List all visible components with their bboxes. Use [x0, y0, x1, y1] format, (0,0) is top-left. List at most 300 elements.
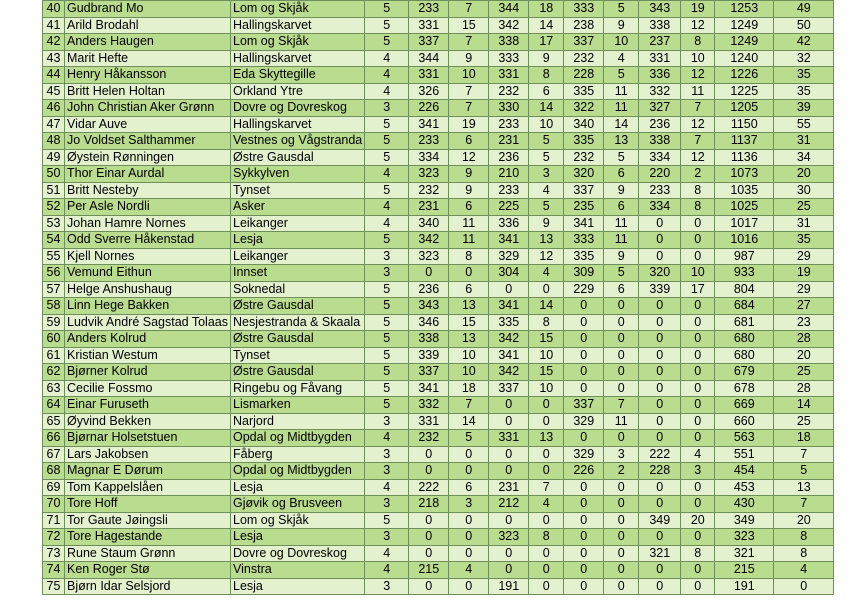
round1-x-cell[interactable]: 9	[449, 166, 489, 183]
total-score-cell[interactable]: 1035	[715, 182, 774, 199]
round3-score-cell[interactable]: 0	[564, 347, 604, 364]
total-x-cell[interactable]: 8	[774, 529, 834, 546]
round4-x-cell[interactable]: 0	[681, 496, 715, 513]
table-row[interactable]	[43, 380, 834, 397]
round1-score-cell[interactable]: 341	[409, 380, 449, 397]
round2-score-cell[interactable]: 342	[489, 17, 529, 34]
round1-score-cell[interactable]: 343	[409, 298, 449, 315]
round2-x-cell[interactable]: 3	[529, 166, 564, 183]
total-score-cell[interactable]: 321	[715, 545, 774, 562]
round3-score-cell[interactable]: 335	[564, 83, 604, 100]
round2-score-cell[interactable]: 0	[489, 545, 529, 562]
class-cell[interactable]: 3	[365, 446, 409, 463]
round3-score-cell[interactable]: 232	[564, 149, 604, 166]
round4-score-cell[interactable]: 338	[639, 17, 681, 34]
round4-x-cell[interactable]: 0	[681, 529, 715, 546]
class-cell[interactable]: 5	[365, 116, 409, 133]
round4-x-cell[interactable]: 0	[681, 397, 715, 414]
round4-x-cell[interactable]: 0	[681, 364, 715, 381]
round3-x-cell[interactable]: 0	[604, 331, 639, 348]
round1-x-cell[interactable]: 14	[449, 413, 489, 430]
round2-score-cell[interactable]: 0	[489, 413, 529, 430]
name-cell[interactable]: Anders Haugen	[65, 34, 231, 51]
round4-x-cell[interactable]: 2	[681, 166, 715, 183]
round4-x-cell[interactable]: 0	[681, 578, 715, 595]
round4-score-cell[interactable]: 0	[639, 331, 681, 348]
round4-x-cell[interactable]: 12	[681, 149, 715, 166]
round2-x-cell[interactable]: 10	[529, 347, 564, 364]
round2-x-cell[interactable]: 8	[529, 529, 564, 546]
name-cell[interactable]: Arild Brodahl	[65, 17, 231, 34]
round2-x-cell[interactable]: 15	[529, 331, 564, 348]
club-cell[interactable]: Lom og Skjåk	[231, 34, 365, 51]
total-x-cell[interactable]: 31	[774, 133, 834, 150]
table-row[interactable]	[43, 562, 834, 579]
round4-score-cell[interactable]: 236	[639, 116, 681, 133]
round1-x-cell[interactable]: 6	[449, 199, 489, 216]
round3-x-cell[interactable]: 0	[604, 380, 639, 397]
round4-score-cell[interactable]: 0	[639, 232, 681, 249]
round3-x-cell[interactable]: 0	[604, 512, 639, 529]
round2-score-cell[interactable]: 341	[489, 298, 529, 315]
name-cell[interactable]: Ludvik André Sagstad Tolaas	[65, 314, 231, 331]
round3-score-cell[interactable]: 0	[564, 529, 604, 546]
round2-x-cell[interactable]: 0	[529, 446, 564, 463]
table-row[interactable]	[43, 578, 834, 595]
total-x-cell[interactable]: 27	[774, 298, 834, 315]
round3-x-cell[interactable]: 0	[604, 562, 639, 579]
club-cell[interactable]: Ringebu og Fåvang	[231, 380, 365, 397]
club-cell[interactable]: Hallingskarvet	[231, 17, 365, 34]
table-row[interactable]	[43, 331, 834, 348]
round3-score-cell[interactable]: 232	[564, 50, 604, 67]
round4-score-cell[interactable]: 334	[639, 149, 681, 166]
round2-score-cell[interactable]: 344	[489, 1, 529, 18]
round3-score-cell[interactable]: 341	[564, 215, 604, 232]
round3-x-cell[interactable]: 0	[604, 529, 639, 546]
table-row[interactable]	[43, 413, 834, 430]
table-row[interactable]	[43, 215, 834, 232]
round1-x-cell[interactable]: 7	[449, 1, 489, 18]
round4-x-cell[interactable]: 3	[681, 463, 715, 480]
rank-cell[interactable]: 61	[43, 347, 65, 364]
round1-score-cell[interactable]: 337	[409, 34, 449, 51]
round2-x-cell[interactable]: 4	[529, 182, 564, 199]
total-x-cell[interactable]: 50	[774, 17, 834, 34]
round1-x-cell[interactable]: 10	[449, 67, 489, 84]
club-cell[interactable]: Asker	[231, 199, 365, 216]
round3-x-cell[interactable]: 9	[604, 182, 639, 199]
total-x-cell[interactable]: 23	[774, 314, 834, 331]
total-x-cell[interactable]: 28	[774, 331, 834, 348]
round2-score-cell[interactable]: 337	[489, 380, 529, 397]
table-row[interactable]	[43, 166, 834, 183]
rank-cell[interactable]: 75	[43, 578, 65, 595]
name-cell[interactable]: Tom Kappelslåen	[65, 479, 231, 496]
round2-x-cell[interactable]: 9	[529, 50, 564, 67]
round1-x-cell[interactable]: 7	[449, 397, 489, 414]
round4-score-cell[interactable]: 0	[639, 397, 681, 414]
class-cell[interactable]: 5	[365, 133, 409, 150]
name-cell[interactable]: Helge Anshushaug	[65, 281, 231, 298]
total-score-cell[interactable]: 1253	[715, 1, 774, 18]
round1-x-cell[interactable]: 7	[449, 83, 489, 100]
round2-x-cell[interactable]: 4	[529, 496, 564, 513]
round4-x-cell[interactable]: 0	[681, 413, 715, 430]
round4-x-cell[interactable]: 0	[681, 331, 715, 348]
club-cell[interactable]: Tynset	[231, 182, 365, 199]
club-cell[interactable]: Vestnes og Vågstranda	[231, 133, 365, 150]
round1-score-cell[interactable]: 341	[409, 116, 449, 133]
class-cell[interactable]: 3	[365, 265, 409, 282]
club-cell[interactable]: Hallingskarvet	[231, 116, 365, 133]
round4-x-cell[interactable]: 17	[681, 281, 715, 298]
round3-score-cell[interactable]: 0	[564, 545, 604, 562]
club-cell[interactable]: Lom og Skjåk	[231, 1, 365, 18]
round2-score-cell[interactable]: 225	[489, 199, 529, 216]
rank-cell[interactable]: 57	[43, 281, 65, 298]
round2-x-cell[interactable]: 14	[529, 17, 564, 34]
class-cell[interactable]: 5	[365, 314, 409, 331]
round2-x-cell[interactable]: 5	[529, 149, 564, 166]
rank-cell[interactable]: 60	[43, 331, 65, 348]
round4-score-cell[interactable]: 0	[639, 347, 681, 364]
round4-x-cell[interactable]: 0	[681, 347, 715, 364]
round4-score-cell[interactable]: 222	[639, 446, 681, 463]
round1-score-cell[interactable]: 331	[409, 17, 449, 34]
round3-score-cell[interactable]: 340	[564, 116, 604, 133]
round3-score-cell[interactable]: 235	[564, 199, 604, 216]
round3-x-cell[interactable]: 0	[604, 479, 639, 496]
table-row[interactable]	[43, 34, 834, 51]
total-score-cell[interactable]: 1025	[715, 199, 774, 216]
class-cell[interactable]: 3	[365, 496, 409, 513]
round1-score-cell[interactable]: 323	[409, 166, 449, 183]
class-cell[interactable]: 3	[365, 578, 409, 595]
round2-score-cell[interactable]: 335	[489, 314, 529, 331]
round2-x-cell[interactable]: 17	[529, 34, 564, 51]
club-cell[interactable]: Gjøvik og Brusveen	[231, 496, 365, 513]
round2-x-cell[interactable]: 0	[529, 512, 564, 529]
round2-score-cell[interactable]: 236	[489, 149, 529, 166]
rank-cell[interactable]: 56	[43, 265, 65, 282]
club-cell[interactable]: Dovre og Dovreskog	[231, 100, 365, 117]
club-cell[interactable]: Leikanger	[231, 248, 365, 265]
table-row[interactable]	[43, 199, 834, 216]
class-cell[interactable]: 4	[365, 83, 409, 100]
round3-x-cell[interactable]: 5	[604, 265, 639, 282]
round4-x-cell[interactable]: 0	[681, 314, 715, 331]
round1-x-cell[interactable]: 10	[449, 347, 489, 364]
total-x-cell[interactable]: 42	[774, 34, 834, 51]
name-cell[interactable]: Britt Helen Holtan	[65, 83, 231, 100]
class-cell[interactable]: 5	[365, 380, 409, 397]
table-row[interactable]	[43, 545, 834, 562]
total-x-cell[interactable]: 18	[774, 430, 834, 447]
table-row[interactable]	[43, 512, 834, 529]
round2-x-cell[interactable]: 0	[529, 463, 564, 480]
round1-score-cell[interactable]: 232	[409, 182, 449, 199]
round2-score-cell[interactable]: 212	[489, 496, 529, 513]
total-x-cell[interactable]: 49	[774, 1, 834, 18]
round3-x-cell[interactable]: 0	[604, 430, 639, 447]
round2-score-cell[interactable]: 231	[489, 133, 529, 150]
rank-cell[interactable]: 71	[43, 512, 65, 529]
round1-score-cell[interactable]: 331	[409, 413, 449, 430]
name-cell[interactable]: Vemund Eithun	[65, 265, 231, 282]
total-score-cell[interactable]: 551	[715, 446, 774, 463]
round3-score-cell[interactable]: 0	[564, 578, 604, 595]
name-cell[interactable]: Øyvind Bekken	[65, 413, 231, 430]
total-x-cell[interactable]: 4	[774, 562, 834, 579]
name-cell[interactable]: Jo Voldset Salthammer	[65, 133, 231, 150]
name-cell[interactable]: Marit Hefte	[65, 50, 231, 67]
club-cell[interactable]: Tynset	[231, 347, 365, 364]
club-cell[interactable]: Lesja	[231, 578, 365, 595]
table-row[interactable]	[43, 1, 834, 18]
club-cell[interactable]: Østre Gausdal	[231, 364, 365, 381]
round3-score-cell[interactable]: 309	[564, 265, 604, 282]
round3-score-cell[interactable]: 329	[564, 413, 604, 430]
round1-score-cell[interactable]: 231	[409, 199, 449, 216]
round1-score-cell[interactable]: 326	[409, 83, 449, 100]
total-score-cell[interactable]: 1136	[715, 149, 774, 166]
round3-x-cell[interactable]: 9	[604, 17, 639, 34]
rank-cell[interactable]: 55	[43, 248, 65, 265]
name-cell[interactable]: Tore Hoff	[65, 496, 231, 513]
round2-x-cell[interactable]: 0	[529, 545, 564, 562]
round2-score-cell[interactable]: 0	[489, 397, 529, 414]
total-score-cell[interactable]: 1226	[715, 67, 774, 84]
round1-score-cell[interactable]: 233	[409, 1, 449, 18]
table-row[interactable]	[43, 182, 834, 199]
round2-score-cell[interactable]: 333	[489, 50, 529, 67]
name-cell[interactable]: Kjell Nornes	[65, 248, 231, 265]
class-cell[interactable]: 4	[365, 50, 409, 67]
class-cell[interactable]: 4	[365, 166, 409, 183]
class-cell[interactable]: 3	[365, 529, 409, 546]
round4-x-cell[interactable]: 10	[681, 50, 715, 67]
class-cell[interactable]: 5	[365, 17, 409, 34]
round2-score-cell[interactable]: 0	[489, 512, 529, 529]
total-x-cell[interactable]: 35	[774, 67, 834, 84]
round1-x-cell[interactable]: 0	[449, 578, 489, 595]
rank-cell[interactable]: 72	[43, 529, 65, 546]
round2-x-cell[interactable]: 7	[529, 479, 564, 496]
class-cell[interactable]: 3	[365, 248, 409, 265]
table-row[interactable]	[43, 248, 834, 265]
total-score-cell[interactable]: 349	[715, 512, 774, 529]
total-x-cell[interactable]: 7	[774, 496, 834, 513]
round1-x-cell[interactable]: 6	[449, 133, 489, 150]
round1-x-cell[interactable]: 4	[449, 562, 489, 579]
rank-cell[interactable]: 52	[43, 199, 65, 216]
class-cell[interactable]: 4	[365, 215, 409, 232]
round3-score-cell[interactable]: 238	[564, 17, 604, 34]
club-cell[interactable]: Soknedal	[231, 281, 365, 298]
round3-score-cell[interactable]: 0	[564, 512, 604, 529]
round3-score-cell[interactable]: 0	[564, 562, 604, 579]
round4-score-cell[interactable]: 320	[639, 265, 681, 282]
round4-x-cell[interactable]: 8	[681, 182, 715, 199]
total-x-cell[interactable]: 35	[774, 83, 834, 100]
round1-x-cell[interactable]: 7	[449, 100, 489, 117]
round3-x-cell[interactable]: 5	[604, 149, 639, 166]
class-cell[interactable]: 5	[365, 34, 409, 51]
table-row[interactable]	[43, 265, 834, 282]
table-row[interactable]	[43, 529, 834, 546]
round1-score-cell[interactable]: 0	[409, 512, 449, 529]
round2-score-cell[interactable]: 331	[489, 67, 529, 84]
round4-x-cell[interactable]: 0	[681, 232, 715, 249]
total-score-cell[interactable]: 1249	[715, 17, 774, 34]
club-cell[interactable]: Nesjestranda & Skaala	[231, 314, 365, 331]
round2-x-cell[interactable]: 12	[529, 248, 564, 265]
round3-score-cell[interactable]: 226	[564, 463, 604, 480]
total-x-cell[interactable]: 35	[774, 232, 834, 249]
round3-x-cell[interactable]: 0	[604, 545, 639, 562]
table-row[interactable]	[43, 116, 834, 133]
round4-x-cell[interactable]: 7	[681, 133, 715, 150]
round3-x-cell[interactable]: 6	[604, 281, 639, 298]
round3-x-cell[interactable]: 0	[604, 364, 639, 381]
name-cell[interactable]: Odd Sverre Håkenstad	[65, 232, 231, 249]
round2-score-cell[interactable]: 329	[489, 248, 529, 265]
total-score-cell[interactable]: 453	[715, 479, 774, 496]
rank-cell[interactable]: 50	[43, 166, 65, 183]
round4-score-cell[interactable]: 0	[639, 529, 681, 546]
class-cell[interactable]: 5	[365, 512, 409, 529]
round4-score-cell[interactable]: 343	[639, 1, 681, 18]
round4-x-cell[interactable]: 4	[681, 446, 715, 463]
rank-cell[interactable]: 51	[43, 182, 65, 199]
total-x-cell[interactable]: 55	[774, 116, 834, 133]
round3-score-cell[interactable]: 0	[564, 430, 604, 447]
rank-cell[interactable]: 41	[43, 17, 65, 34]
rank-cell[interactable]: 44	[43, 67, 65, 84]
total-score-cell[interactable]: 679	[715, 364, 774, 381]
round1-x-cell[interactable]: 0	[449, 529, 489, 546]
table-row[interactable]	[43, 100, 834, 117]
round3-x-cell[interactable]: 0	[604, 298, 639, 315]
round1-x-cell[interactable]: 13	[449, 331, 489, 348]
total-score-cell[interactable]: 669	[715, 397, 774, 414]
table-row[interactable]	[43, 232, 834, 249]
club-cell[interactable]: Lesja	[231, 529, 365, 546]
club-cell[interactable]: Lesja	[231, 232, 365, 249]
total-score-cell[interactable]: 680	[715, 331, 774, 348]
round3-x-cell[interactable]: 13	[604, 133, 639, 150]
round1-score-cell[interactable]: 222	[409, 479, 449, 496]
total-x-cell[interactable]: 0	[774, 578, 834, 595]
round2-x-cell[interactable]: 10	[529, 116, 564, 133]
total-score-cell[interactable]: 1073	[715, 166, 774, 183]
name-cell[interactable]: Tor Gaute Jøingsli	[65, 512, 231, 529]
round1-x-cell[interactable]: 8	[449, 248, 489, 265]
round4-x-cell[interactable]: 0	[681, 430, 715, 447]
round2-x-cell[interactable]: 13	[529, 430, 564, 447]
round3-score-cell[interactable]: 0	[564, 298, 604, 315]
club-cell[interactable]: Østre Gausdal	[231, 298, 365, 315]
round4-score-cell[interactable]: 228	[639, 463, 681, 480]
club-cell[interactable]: Opdal og Midtbygden	[231, 430, 365, 447]
name-cell[interactable]: Bjørner Kolrud	[65, 364, 231, 381]
total-score-cell[interactable]: 681	[715, 314, 774, 331]
class-cell[interactable]: 5	[365, 232, 409, 249]
round1-x-cell[interactable]: 9	[449, 182, 489, 199]
round1-x-cell[interactable]: 9	[449, 50, 489, 67]
round2-score-cell[interactable]: 0	[489, 446, 529, 463]
round3-score-cell[interactable]: 337	[564, 182, 604, 199]
class-cell[interactable]: 4	[365, 479, 409, 496]
class-cell[interactable]: 5	[365, 281, 409, 298]
class-cell[interactable]: 3	[365, 100, 409, 117]
total-score-cell[interactable]: 191	[715, 578, 774, 595]
round1-score-cell[interactable]: 331	[409, 67, 449, 84]
round2-score-cell[interactable]: 336	[489, 215, 529, 232]
name-cell[interactable]: Gudbrand Mo	[65, 1, 231, 18]
total-x-cell[interactable]: 7	[774, 446, 834, 463]
rank-cell[interactable]: 48	[43, 133, 65, 150]
round2-score-cell[interactable]: 341	[489, 232, 529, 249]
rank-cell[interactable]: 67	[43, 446, 65, 463]
rank-cell[interactable]: 68	[43, 463, 65, 480]
class-cell[interactable]: 3	[365, 463, 409, 480]
round4-score-cell[interactable]: 0	[639, 215, 681, 232]
total-score-cell[interactable]: 678	[715, 380, 774, 397]
total-score-cell[interactable]: 1249	[715, 34, 774, 51]
round1-score-cell[interactable]: 232	[409, 430, 449, 447]
total-x-cell[interactable]: 28	[774, 380, 834, 397]
table-row[interactable]	[43, 479, 834, 496]
round3-x-cell[interactable]: 11	[604, 413, 639, 430]
round1-score-cell[interactable]: 0	[409, 446, 449, 463]
round2-score-cell[interactable]: 330	[489, 100, 529, 117]
round1-x-cell[interactable]: 0	[449, 446, 489, 463]
table-row[interactable]	[43, 67, 834, 84]
round1-score-cell[interactable]: 233	[409, 133, 449, 150]
rank-cell[interactable]: 47	[43, 116, 65, 133]
club-cell[interactable]: Lesja	[231, 479, 365, 496]
round4-x-cell[interactable]: 12	[681, 116, 715, 133]
club-cell[interactable]: Innset	[231, 265, 365, 282]
round4-x-cell[interactable]: 11	[681, 83, 715, 100]
round4-x-cell[interactable]: 12	[681, 17, 715, 34]
round3-x-cell[interactable]: 14	[604, 116, 639, 133]
round3-score-cell[interactable]: 0	[564, 364, 604, 381]
round3-score-cell[interactable]: 320	[564, 166, 604, 183]
round3-score-cell[interactable]: 0	[564, 479, 604, 496]
round3-score-cell[interactable]: 333	[564, 232, 604, 249]
name-cell[interactable]: Cecilie Fossmo	[65, 380, 231, 397]
class-cell[interactable]: 4	[365, 562, 409, 579]
round2-x-cell[interactable]: 0	[529, 397, 564, 414]
round3-x-cell[interactable]: 4	[604, 50, 639, 67]
round1-score-cell[interactable]: 346	[409, 314, 449, 331]
total-score-cell[interactable]: 933	[715, 265, 774, 282]
round1-x-cell[interactable]: 0	[449, 545, 489, 562]
class-cell[interactable]: 3	[365, 413, 409, 430]
round3-x-cell[interactable]: 6	[604, 166, 639, 183]
round2-score-cell[interactable]: 304	[489, 265, 529, 282]
rank-cell[interactable]: 70	[43, 496, 65, 513]
round4-x-cell[interactable]: 0	[681, 479, 715, 496]
round2-score-cell[interactable]: 341	[489, 347, 529, 364]
club-cell[interactable]: Opdal og Midtbygden	[231, 463, 365, 480]
rank-cell[interactable]: 69	[43, 479, 65, 496]
table-row[interactable]	[43, 17, 834, 34]
club-cell[interactable]: Lom og Skjåk	[231, 512, 365, 529]
